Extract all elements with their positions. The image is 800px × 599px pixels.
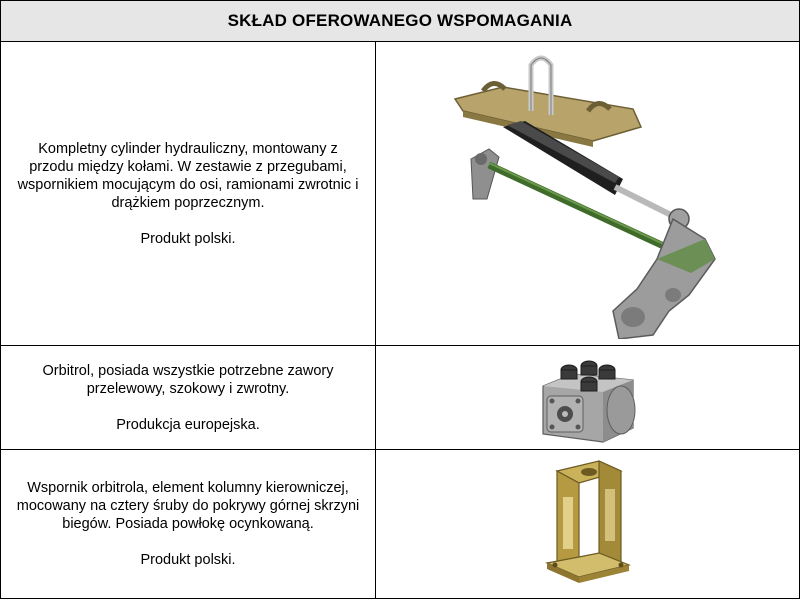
description-cell — [1, 42, 376, 345]
orbitrol-description: Orbitrol, posiada wszystkie potrzebne zawory przelewowy, szokowy i zwrotny. — [42, 362, 334, 397]
hydraulic-cylinder-kit-image — [443, 49, 733, 339]
orbitrol-valve-image — [533, 350, 643, 446]
table-title: SKŁAD OFEROWANEGO WSPOMAGANIA — [227, 11, 573, 30]
cylinder-origin: Produkt polski. — [140, 230, 236, 247]
table-row-cylinder — [0, 42, 800, 346]
image-cell — [376, 346, 799, 449]
description-cell — [1, 450, 376, 598]
table-row-bracket — [0, 450, 800, 599]
bracket-description: Wspornik orbitrola, element kolumny kierowniczej, mocowany na cztery śruby do pokrywy górnej skrzyni biegów. Posiada powłokę ocynkowaną. — [16, 480, 360, 532]
table-row-orbitrol — [0, 346, 800, 450]
image-cell — [376, 450, 799, 598]
description-cell — [1, 346, 376, 449]
image-cell — [376, 42, 799, 345]
orbitrol-bracket-image — [543, 453, 633, 595]
cylinder-description: Kompletny cylinder hydrauliczny, montowany z przodu między kołami. W zestawie z przegubami, wspornikiem mocującym do osi, ramionami zwrotnic i drążkiem poprzecznym. — [17, 140, 359, 211]
orbitrol-origin: Produkcja europejska. — [116, 416, 260, 433]
table-header — [0, 0, 800, 42]
bracket-origin: Produkt polski. — [140, 552, 236, 568]
